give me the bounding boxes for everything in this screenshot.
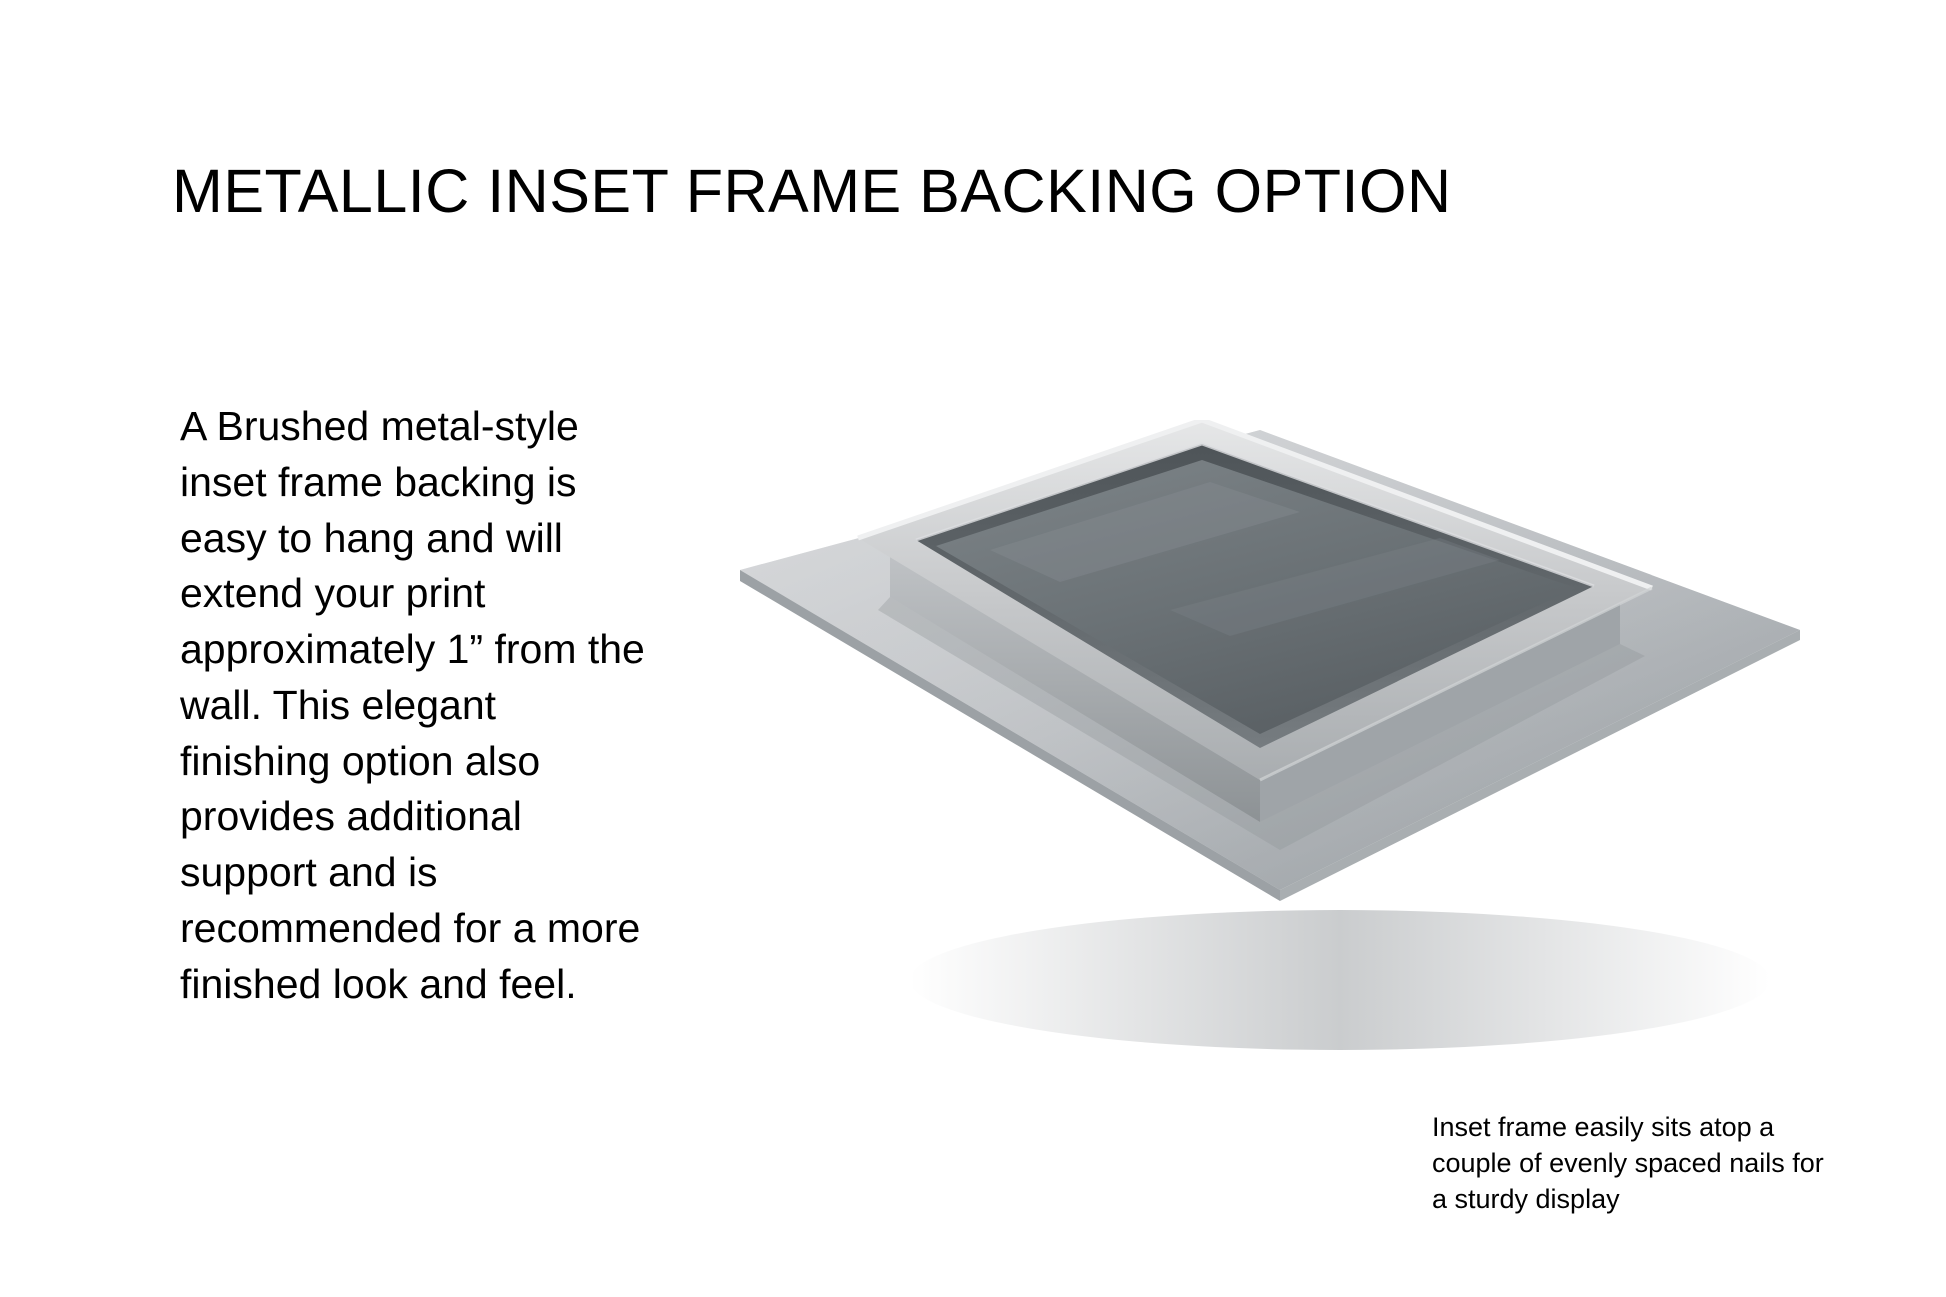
metallic-inset-frame-image [740, 420, 1870, 1100]
body-paragraph: A Brushed metal-style inset frame backing is easy to hang and will extend your print approximately 1” from the wall. This elegant finishing option also provides additional support and is recommended for a more finished look and feel. [180, 403, 645, 1007]
page-title: METALLIC INSET FRAME BACKING OPTION [172, 156, 1452, 225]
image-caption: Inset frame easily sits atop a couple of evenly spaced nails for a sturdy display [1432, 1112, 1824, 1214]
